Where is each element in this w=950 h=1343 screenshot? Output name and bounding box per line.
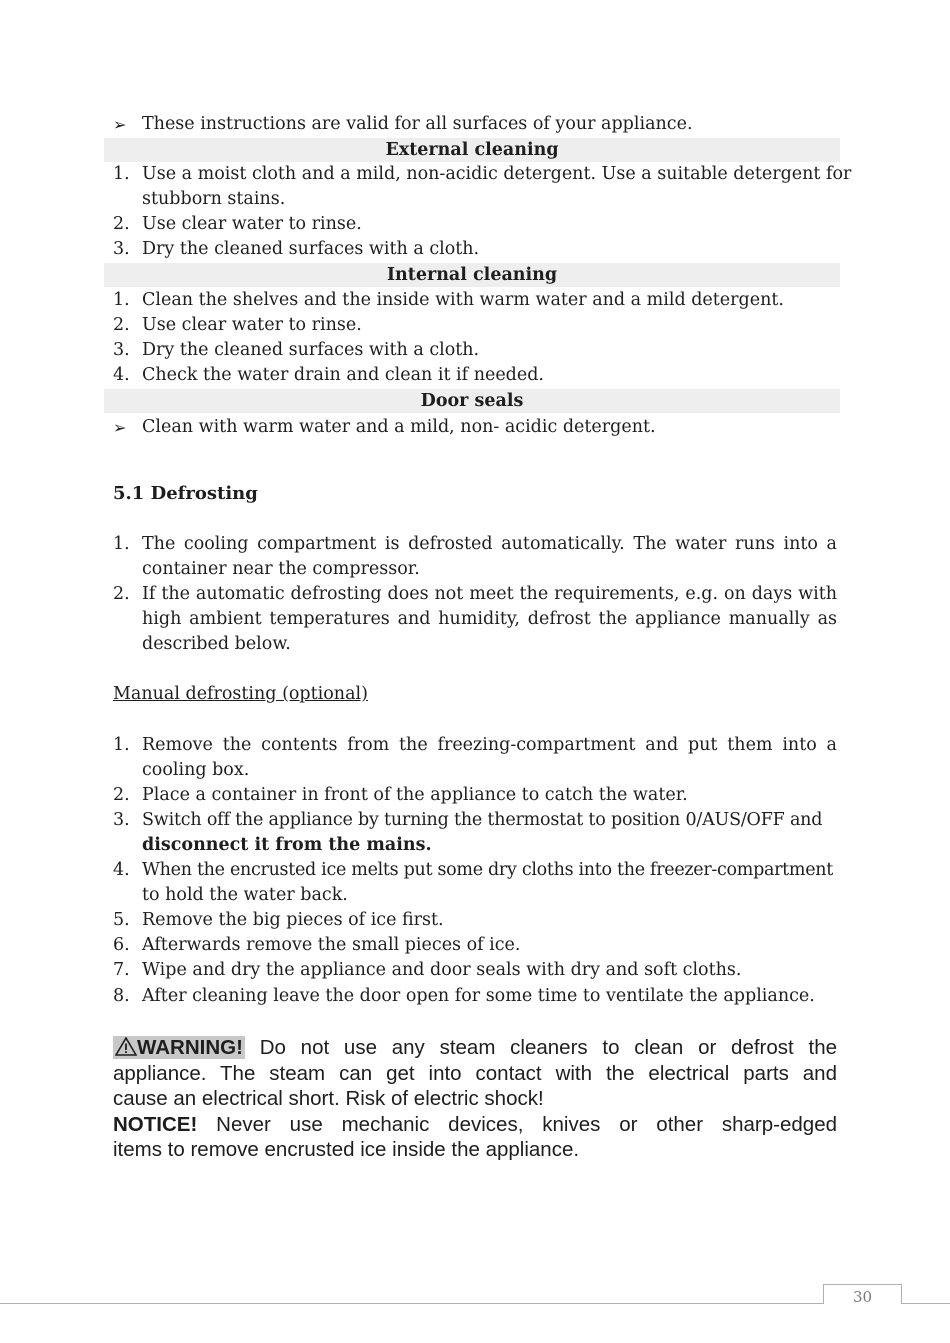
intro-bullet-text: These instructions are valid for all surfaces of your appliance. xyxy=(142,114,693,134)
warning-label-text: WARNING! xyxy=(137,1036,243,1059)
arrow-bullet-icon: ➢ xyxy=(113,115,127,134)
list-number: 3. xyxy=(113,810,130,830)
list-item: Remove the big pieces of ice first. xyxy=(142,910,444,930)
list-item: Clean the shelves and the inside with warm water and a mild detergent. xyxy=(142,290,784,310)
page-number: 30 xyxy=(823,1284,902,1304)
list-item: Dry the cleaned surfaces with a cloth. xyxy=(142,239,480,259)
internal-cleaning-heading: Internal cleaning xyxy=(104,263,840,287)
list-item: When the encrusted ice melts put some dry cloths into the freezer-compartment xyxy=(142,860,833,880)
warning-line-1 xyxy=(113,1035,837,1061)
list-number: 1. xyxy=(113,735,130,755)
list-item-continued: container near the compressor. xyxy=(142,559,420,579)
list-item: If the automatic defrosting does not meet the requirements, e.g. on days with xyxy=(142,584,837,604)
list-item: Switch off the appliance by turning the thermostat to position 0/AUS/OFF and xyxy=(142,810,823,830)
warning-line-3: cause an electrical short. Risk of electric shock! xyxy=(113,1087,544,1110)
list-item: Use clear water to rinse. xyxy=(142,315,362,335)
list-number: 7. xyxy=(113,960,130,980)
external-cleaning-heading: External cleaning xyxy=(104,138,840,162)
list-item: Remove the contents from the freezing-compartment and put them into a xyxy=(142,735,837,755)
list-number: 3. xyxy=(113,340,130,360)
list-item-continued: cooling box. xyxy=(142,760,250,780)
footer-rule xyxy=(0,1303,950,1304)
list-item: Place a container in front of the appliance to catch the water. xyxy=(142,785,688,805)
list-number: 2. xyxy=(113,785,130,805)
door-seals-bullet-text: Clean with warm water and a mild, non- acidic detergent. xyxy=(142,417,656,437)
warning-triangle-icon xyxy=(115,1037,137,1056)
list-number: 4. xyxy=(113,860,130,880)
list-number: 1. xyxy=(113,534,130,554)
list-item: Dry the cleaned surfaces with a cloth. xyxy=(142,340,480,360)
list-number: 1. xyxy=(113,164,130,184)
warning-notice-block xyxy=(113,1035,837,1163)
list-item: Afterwards remove the small pieces of ice. xyxy=(142,935,521,955)
list-number: 4. xyxy=(113,365,130,385)
door-seals-heading: Door seals xyxy=(104,389,840,413)
list-item-continued: stubborn stains. xyxy=(142,189,286,209)
list-number: 2. xyxy=(113,214,130,234)
list-item: Wipe and dry the appliance and door seals with dry and soft cloths. xyxy=(142,960,742,980)
list-item: Use a moist cloth and a mild, non-acidic detergent. Use a suitable detergent for xyxy=(142,164,852,184)
list-item-continued: high ambient temperatures and humidity, defrost the appliance manually as xyxy=(142,609,837,629)
manual-defrosting-heading: Manual defrosting (optional) xyxy=(113,684,368,704)
list-number: 6. xyxy=(113,935,130,955)
defrosting-heading: 5.1 Defrosting xyxy=(113,483,258,504)
list-item-continued: to hold the water back. xyxy=(142,885,348,905)
disconnect-mains-emphasis: disconnect it from the mains. xyxy=(142,835,432,855)
list-number: 5. xyxy=(113,910,130,930)
notice-text-1: Never use mechanic devices, knives or other sharp-edged xyxy=(216,1112,837,1136)
list-item: Check the water drain and clean it if needed. xyxy=(142,365,544,385)
list-number: 2. xyxy=(113,315,130,335)
list-number: 3. xyxy=(113,239,130,259)
warning-text-1: Do not use any steam cleaners to clean or defrost the xyxy=(259,1036,838,1059)
warning-label xyxy=(113,1036,245,1059)
list-item: Use clear water to rinse. xyxy=(142,214,362,234)
list-item-continued: described below. xyxy=(142,634,291,654)
arrow-bullet-icon: ➢ xyxy=(113,418,127,437)
notice-label: NOTICE! xyxy=(113,1112,198,1136)
notice-line-2: items to remove encrusted ice inside the appliance. xyxy=(113,1138,580,1161)
list-number: 8. xyxy=(113,986,130,1006)
list-item: After cleaning leave the door open for some time to ventilate the appliance. xyxy=(142,986,815,1006)
list-item: The cooling compartment is defrosted automatically. The water runs into a xyxy=(142,534,837,554)
notice-line-1 xyxy=(113,1112,837,1138)
warning-line-2: appliance. The steam can get into contact with the electrical parts and xyxy=(113,1061,837,1085)
list-number: 2. xyxy=(113,584,130,604)
list-number: 1. xyxy=(113,290,130,310)
